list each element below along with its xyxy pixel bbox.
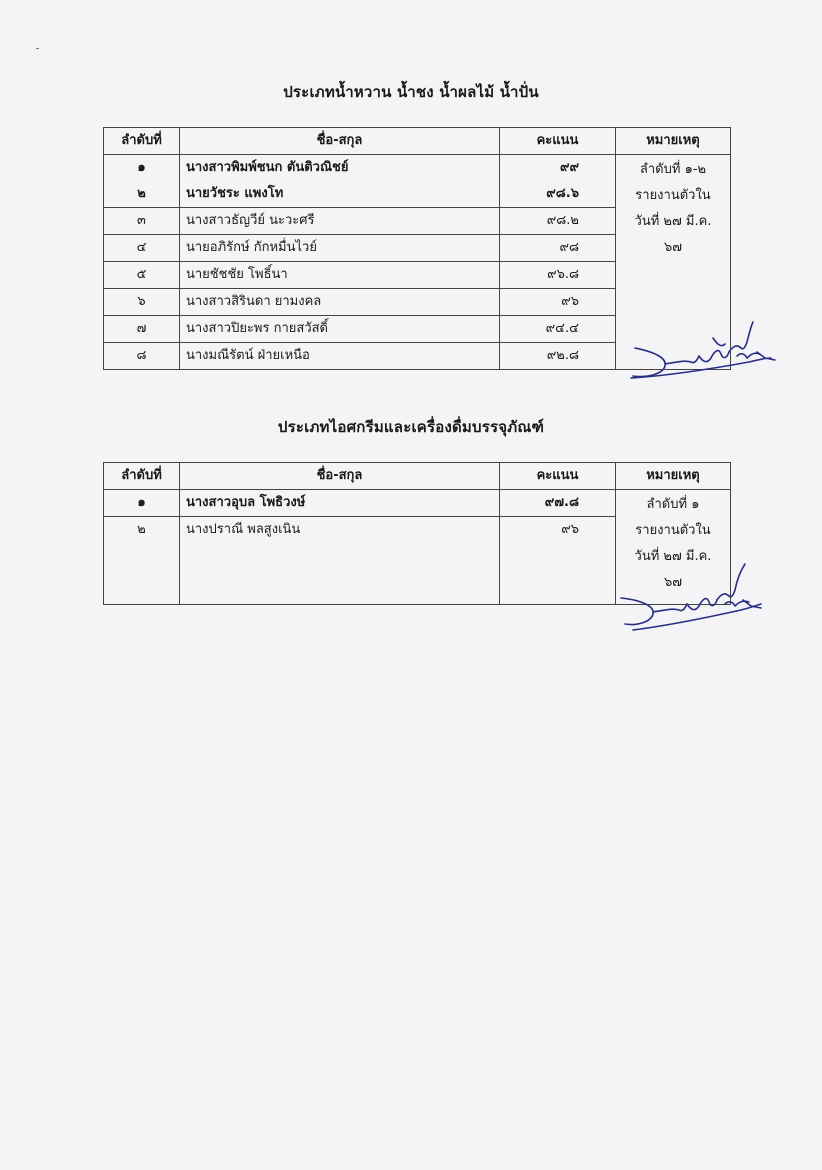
header-note: หมายเหตุ <box>616 128 731 155</box>
section-title-drinks: ประเภทน้ำหวาน น้ำชง น้ำผลไม้ น้ำปั่น <box>283 83 539 101</box>
row-score: ๙๘.๒ <box>500 208 616 235</box>
row-score: ๙๖ <box>500 289 616 316</box>
row-score: ๙๘.๖ <box>500 181 616 208</box>
row-score: ๙๒.๘ <box>500 343 616 370</box>
row-score: ๙๖.๘ <box>500 262 616 289</box>
row-no: ๒ <box>104 181 180 208</box>
row-name: นางปราณี พลสูงเนิน <box>180 517 500 605</box>
row-no: ๒ <box>104 517 180 605</box>
note-line: ๖๗ <box>663 575 683 590</box>
header-no: ลำดับที่ <box>104 128 180 155</box>
note-line: ลำดับที่ ๑-๒ <box>639 162 707 177</box>
note-line: ๖๗ <box>663 240 683 255</box>
scan-speck <box>36 48 39 49</box>
row-name: นางสาวสิรินดา ยามงคล <box>180 289 500 316</box>
note-line: วันที่ ๒๗ มี.ค. <box>634 549 712 564</box>
note-line: รายงานตัวใน <box>635 188 711 203</box>
row-score: ๙๖ <box>500 517 616 605</box>
header-no: ลำดับที่ <box>104 463 180 490</box>
row-no: ๑ <box>104 490 180 517</box>
note-line: ลำดับที่ ๑ <box>646 497 700 512</box>
row-name: นางสาวอุบล โพธิวงษ์ <box>180 490 500 517</box>
row-score: ๙๘ <box>500 235 616 262</box>
row-no: ๑ <box>104 155 180 182</box>
section-title-icecream: ประเภทไอศกรีมและเครื่องดื่มบรรจุภัณฑ์ <box>277 418 545 436</box>
row-score: ๙๗.๘ <box>500 490 616 517</box>
table-row <box>104 490 731 517</box>
row-name: นายชัชชัย โพธิ์นา <box>180 262 500 289</box>
row-no: ๕ <box>104 262 180 289</box>
header-name: ชื่อ-สกุล <box>180 463 500 490</box>
header-note: หมายเหตุ <box>616 463 731 490</box>
row-no: ๖ <box>104 289 180 316</box>
note-line: วันที่ ๒๗ มี.ค. <box>634 214 712 229</box>
row-score: ๙๔.๔ <box>500 316 616 343</box>
signature-drinks <box>625 318 785 382</box>
table-header-row <box>104 463 731 490</box>
table-header-row <box>104 128 731 155</box>
row-name: นางสาวธัญวีย์ นะวะศรี <box>180 208 500 235</box>
header-score: คะแนน <box>500 128 616 155</box>
row-score: ๙๙ <box>500 155 616 182</box>
row-no: ๗ <box>104 316 180 343</box>
row-name: นางมณีรัตน์ ฝ่ายเหนือ <box>180 343 500 370</box>
signature-icecream <box>615 560 775 632</box>
row-name: นายอภิรักษ์ กักหมื่นไวย์ <box>180 235 500 262</box>
row-name: นางสาวปิยะพร กายสวัสดิ์ <box>180 316 500 343</box>
row-no: ๓ <box>104 208 180 235</box>
header-score: คะแนน <box>500 463 616 490</box>
row-no: ๘ <box>104 343 180 370</box>
note-line: รายงานตัวใน <box>635 523 711 538</box>
row-name: นางสาวพิมพ์ชนก ตันติวณิชย์ <box>180 155 500 182</box>
row-name: นายวัชระ แพงโท <box>180 181 500 208</box>
header-name: ชื่อ-สกุล <box>180 128 500 155</box>
row-no: ๔ <box>104 235 180 262</box>
table-row <box>104 155 731 182</box>
